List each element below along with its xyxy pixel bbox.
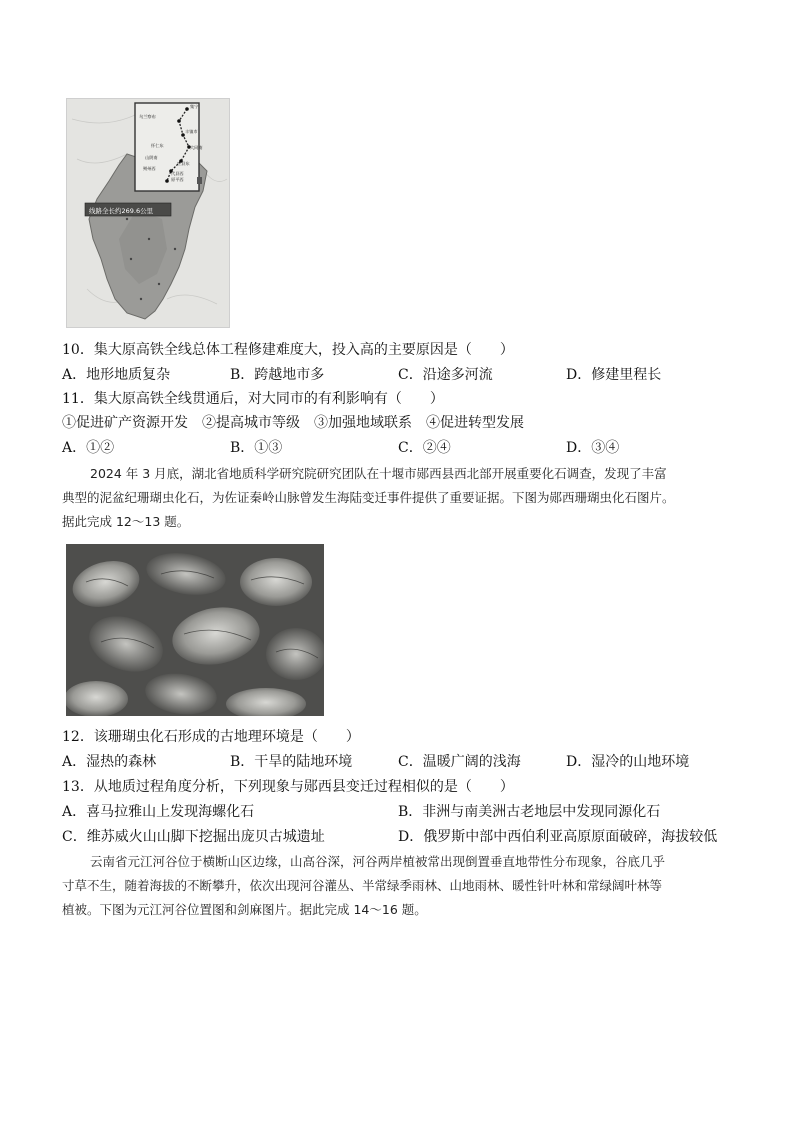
question-10-stem: 10．集大原高铁全线总体工程修建难度大，投入高的主要原因是（ ） [62,342,514,358]
q12-option-a[interactable]: A．湿热的森林 [62,754,157,770]
station-label: 代县西 [171,171,184,176]
rail-route-map [66,98,230,328]
station-label: 朔州西 [143,166,156,171]
q13-option-b[interactable]: B．非洲与南美洲古老地层中发现同源化石 [398,804,661,820]
passage-fossil-line: 据此完成 12～13 题。 [62,514,190,529]
question-13-stem: 13．从地质过程角度分析，下列现象与郧西县变迁过程相似的是（ ） [62,779,514,795]
map-caption: 线路全长约269.6公里 [89,207,154,215]
q12-option-b[interactable]: B．干旱的陆地环境 [230,754,353,770]
q13-option-a[interactable]: A．喜马拉雅山上发现海螺化石 [62,804,255,820]
station-dot [185,107,189,111]
station-label: 乌兰察布 [139,114,156,119]
q11-option-a[interactable]: A．①② [62,440,115,456]
q13-option-d[interactable]: D．俄罗斯中部中西伯利亚高原原面破碎，海拔较低 [398,829,718,845]
station-label: 丰镇市 [185,129,198,134]
passage-fossil-line: 2024 年 3 月底，湖北省地质科学研究院研究团队在十堰市郧西县西北部开展重要化石调查，发现了丰富 [90,466,667,481]
passage-yuanjiang-line: 云南省元江河谷位于横断山区边缘，山高谷深，河谷两岸植被常出现倒置垂直地带性分布现象，谷底几乎 [90,854,666,869]
q11-option-c[interactable]: C．②④ [398,440,451,456]
station-label: 集宁 [190,104,199,109]
q11-option-b[interactable]: B．①③ [230,440,283,456]
q10-option-c[interactable]: C．沿途多河流 [398,367,493,383]
passage-yuanjiang [62,850,738,922]
station-label: 怀仁东 [151,143,164,148]
station-label: 山阴南 [145,155,158,160]
passage-fossil-line: 典型的泥盆纪珊瑚虫化石，为佐证秦岭山脉曾发生海陆变迁事件提供了重要证据。下图为郧西珊瑚虫化石图片。 [62,490,675,505]
q13-option-c[interactable]: C．维苏威火山山脚下挖掘出庞贝古城遗址 [62,829,325,845]
station-label: 原平西 [171,177,184,182]
question-11-statements: ①促进矿产资源开发 ②提高城市等级 ③加强地域联系 ④促进转型发展 [62,415,524,431]
station-label: 大同南 [190,145,203,150]
q11-option-d[interactable]: D．③④ [566,440,620,456]
q10-option-b[interactable]: B．跨越地市多 [230,367,325,383]
passage-yuanjiang-line: 寸草不生，随着海拔的不断攀升，依次出现河谷灌丛、半常绿季雨林、山地雨林、暖性针叶林和常绿阔叶林等 [62,878,663,893]
q10-option-d[interactable]: D．修建里程长 [566,367,662,383]
question-12-stem: 12．该珊瑚虫化石形成的古地理环境是（ ） [62,729,360,745]
passage-yuanjiang-line: 植被。下图为元江河谷位置图和剑麻图片。据此完成 14～16 题。 [62,902,427,917]
station-label: 应县东 [177,161,190,166]
q12-option-c[interactable]: C．温暖广阔的浅海 [398,754,521,770]
station-dot [177,119,181,123]
q12-option-d[interactable]: D．湿冷的山地环境 [566,754,690,770]
passage-fossil [62,462,738,534]
question-11-stem: 11．集大原高铁全线贯通后，对大同市的有利影响有（ ） [62,391,444,407]
station-dot [165,179,169,183]
coral-fossil-photo [66,544,324,716]
q10-option-a[interactable]: A．地形地质复杂 [62,367,171,383]
